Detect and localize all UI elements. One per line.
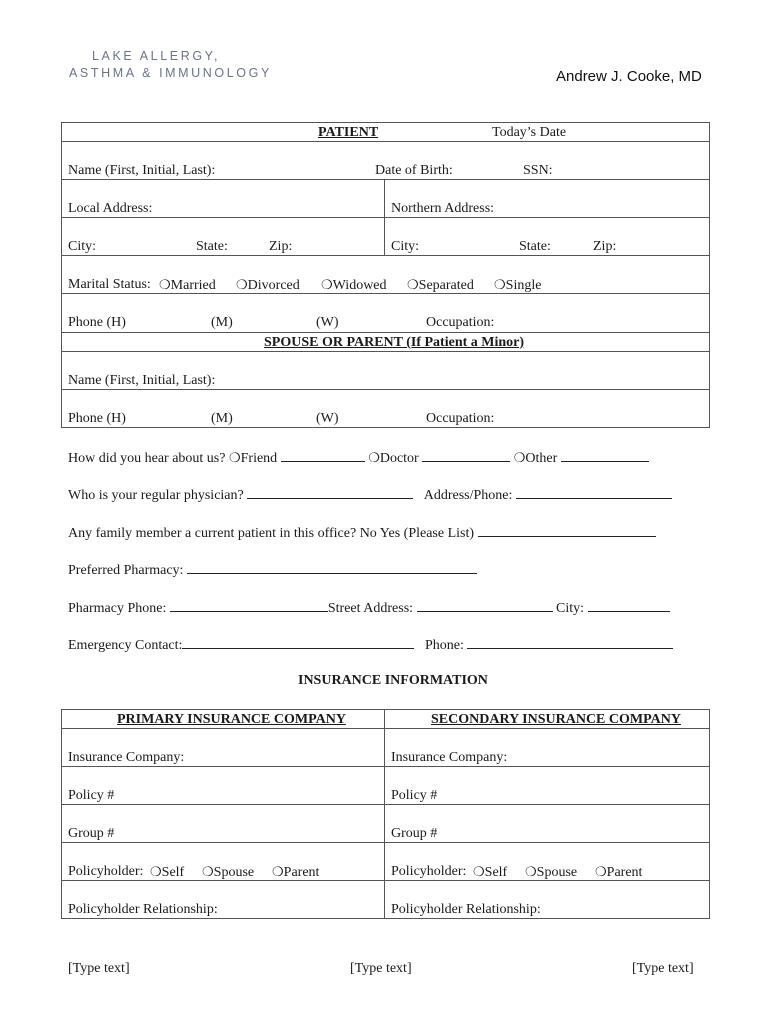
marital-option-single[interactable] <box>494 277 541 294</box>
dob-label: Date of Birth: <box>375 163 453 178</box>
primary-option-parent[interactable] <box>272 864 319 881</box>
primary-relationship-label: Policyholder Relationship: <box>68 902 218 917</box>
pharmacy-phone-label: Pharmacy Phone: <box>68 601 167 616</box>
checkbox-icon: ❍ <box>525 864 537 879</box>
option-label: Married <box>170 278 216 293</box>
checkbox-icon: ❍ <box>321 277 333 292</box>
checkbox-icon: ❍ <box>595 864 607 879</box>
checkbox-icon: ❍ <box>513 450 526 465</box>
checkbox-icon: ❍ <box>150 864 162 879</box>
option-label: Single <box>505 278 542 293</box>
marital-option-married[interactable] <box>159 277 216 294</box>
spouse-name-label: Name (First, Initial, Last): <box>68 373 216 388</box>
table-divider <box>61 389 710 390</box>
primary-policy-label: Policy # <box>68 788 115 803</box>
patient-name-label: Name (First, Initial, Last): <box>68 163 216 178</box>
state-label: State: <box>196 239 228 254</box>
marital-option-divorced[interactable] <box>236 277 300 294</box>
patient-heading: PATIENT <box>318 125 379 140</box>
option-label: Other <box>525 451 558 466</box>
phone-home-label: Phone (H) <box>68 315 126 330</box>
option-label: Parent <box>283 865 320 880</box>
marital-option-widowed[interactable] <box>321 277 387 294</box>
option-label: Widowed <box>332 278 387 293</box>
family-label: Any family member a current patient in this office? No Yes (Please List) <box>68 526 475 541</box>
primary-company-label: Insurance Company: <box>68 750 185 765</box>
logo-line-1: LAKE ALLERGY, <box>92 49 221 63</box>
emergency-phone-label: Phone: <box>424 638 464 653</box>
checkbox-icon: ❍ <box>368 450 380 465</box>
footer-right: [Type text] <box>632 961 694 976</box>
table-border <box>61 122 710 123</box>
option-label: Divorced <box>247 278 300 293</box>
address-phone-label: Address/Phone: <box>423 488 513 503</box>
phone-work-label: (W) <box>316 315 339 330</box>
street-address-label: Street Address: <box>327 601 414 616</box>
checkbox-icon: ❍ <box>202 864 214 879</box>
ssn-label: SSN: <box>523 163 553 178</box>
other-field[interactable] <box>561 449 649 462</box>
todays-date-label: Today’s Date <box>492 125 567 140</box>
footer-center: [Type text] <box>350 961 412 976</box>
pharmacy-phone-row <box>68 599 670 617</box>
table-divider <box>61 255 710 256</box>
checkbox-icon: ❍ <box>159 277 171 292</box>
checkbox-icon: ❍ <box>473 864 485 879</box>
table-divider <box>61 728 710 729</box>
table-divider <box>61 766 710 767</box>
secondary-company-label: Insurance Company: <box>391 750 508 765</box>
option-other[interactable] <box>514 451 558 466</box>
table-divider <box>61 179 710 180</box>
secondary-option-self[interactable] <box>473 864 507 881</box>
table-border <box>61 709 710 710</box>
pharmacy-row <box>68 561 477 579</box>
street-address-field[interactable] <box>417 599 553 612</box>
northern-state-label: State: <box>519 239 551 254</box>
option-label: Separated <box>418 278 474 293</box>
table-border <box>61 427 710 428</box>
emergency-label: Emergency Contact: <box>68 638 183 653</box>
pharmacy-phone-field[interactable] <box>170 599 328 612</box>
primary-insurance-heading: PRIMARY INSURANCE COMPANY <box>117 712 346 727</box>
secondary-policy-label: Policy # <box>391 788 438 803</box>
table-divider <box>384 179 385 256</box>
table-divider <box>61 804 710 805</box>
footer-left: [Type text] <box>68 961 130 976</box>
secondary-relationship-label: Policyholder Relationship: <box>391 902 541 917</box>
spouse-phone-work-label: (W) <box>316 411 339 426</box>
marital-status-label: Marital Status: <box>68 277 151 292</box>
table-divider <box>61 842 710 843</box>
local-address-label: Local Address: <box>68 201 153 216</box>
option-label: Parent <box>606 865 643 880</box>
table-divider <box>61 141 710 142</box>
emergency-phone-field[interactable] <box>467 636 673 649</box>
primary-policyholder-label: Policyholder: <box>68 864 144 879</box>
pharmacy-label: Preferred Pharmacy: <box>68 563 184 578</box>
table-divider <box>61 351 710 352</box>
option-label: Doctor <box>379 451 419 466</box>
northern-zip-label: Zip: <box>593 239 617 254</box>
northern-address-label: Northern Address: <box>391 201 495 216</box>
physician-label: Who is your regular physician? <box>68 488 244 503</box>
emergency-field[interactable] <box>182 636 414 649</box>
spouse-heading: SPOUSE OR PARENT (If Patient a Minor) <box>264 335 525 350</box>
table-divider <box>61 217 710 218</box>
option-label: Friend <box>240 451 278 466</box>
spouse-phone-home-label: Phone (H) <box>68 411 126 426</box>
pharmacy-city-field[interactable] <box>588 599 670 612</box>
primary-option-self[interactable] <box>150 864 184 881</box>
secondary-option-parent[interactable] <box>595 864 642 881</box>
checkbox-icon: ❍ <box>272 864 284 879</box>
table-divider <box>384 709 385 919</box>
option-doctor[interactable] <box>368 451 419 466</box>
secondary-group-label: Group # <box>391 826 438 841</box>
option-label: Spouse <box>536 865 578 880</box>
friend-field[interactable] <box>281 449 365 462</box>
marital-option-separated[interactable] <box>407 277 474 294</box>
primary-option-spouse[interactable] <box>202 864 254 881</box>
checkbox-icon: ❍ <box>494 277 506 292</box>
logo-line-2: ASTHMA & IMMUNOLOGY <box>69 66 272 80</box>
occupation-label: Occupation: <box>426 315 495 330</box>
option-label: Self <box>161 865 185 880</box>
table-border <box>709 709 710 919</box>
option-label: Spouse <box>213 865 255 880</box>
address-phone-field[interactable] <box>516 486 672 499</box>
family-field[interactable] <box>478 524 656 537</box>
table-divider <box>61 332 710 333</box>
phone-mobile-label: (M) <box>211 315 233 330</box>
family-row <box>68 524 656 542</box>
table-border <box>709 122 710 428</box>
hear-about-us-label: How did you hear about us? <box>68 451 226 466</box>
spouse-occupation-label: Occupation: <box>426 411 495 426</box>
table-border <box>61 918 710 919</box>
hear-about-us-row <box>68 449 649 467</box>
doctor-name: Andrew J. Cooke, MD <box>556 68 702 85</box>
table-border <box>61 709 62 919</box>
pharmacy-field[interactable] <box>187 561 477 574</box>
checkbox-icon: ❍ <box>228 450 241 465</box>
zip-label: Zip: <box>269 239 293 254</box>
secondary-policyholder-label: Policyholder: <box>391 864 467 879</box>
option-label: Self <box>484 865 508 880</box>
physician-row <box>68 486 672 504</box>
insurance-heading: INSURANCE INFORMATION <box>298 673 488 688</box>
secondary-option-spouse[interactable] <box>525 864 577 881</box>
checkbox-icon: ❍ <box>407 277 419 292</box>
checkbox-icon: ❍ <box>236 277 248 292</box>
northern-city-label: City: <box>391 239 420 254</box>
city-label: City: <box>68 239 97 254</box>
pharmacy-city-label: City: <box>556 601 585 616</box>
primary-group-label: Group # <box>68 826 115 841</box>
table-border <box>61 122 62 428</box>
doctor-field[interactable] <box>422 449 510 462</box>
spouse-phone-mobile-label: (M) <box>211 411 233 426</box>
option-friend[interactable] <box>229 451 277 466</box>
secondary-insurance-heading: SECONDARY INSURANCE COMPANY <box>431 712 681 727</box>
emergency-row <box>68 636 673 654</box>
physician-field[interactable] <box>247 486 413 499</box>
